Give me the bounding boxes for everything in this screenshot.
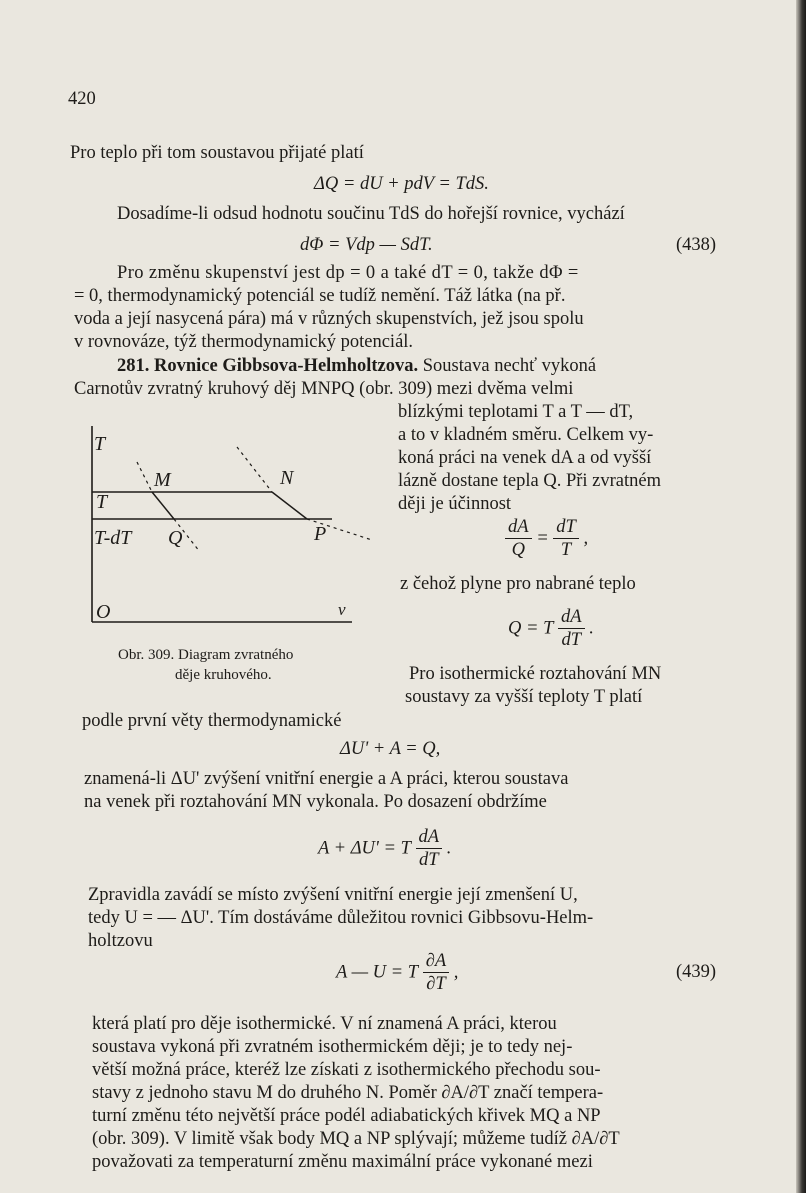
carnot-cycle-diagram [82,422,382,632]
right-column-line: koná práci na venek dA a od vyšší [398,448,652,468]
equation-number-439: (439) [676,962,717,982]
page-number: 420 [68,89,96,109]
equation-a: A + ΔU' = T $\frac{dA}{dT}$ . [318,827,452,870]
right-column-line: ději je účinnost [398,494,512,514]
section-heading-line [117,355,596,377]
paragraph-line: Carnotův zvratný kruhový děj MNPQ (obr. 309) mezi dvěma velmi [74,379,574,399]
equation-efficiency: $\frac{dA}{Q}$ = $\frac{dT}{T}$ , [505,516,588,561]
equation-dq: ΔQ = dU + pdV = TdS. [314,174,489,194]
equation-q: Q = T $\frac{dA}{dT}$ . [508,607,594,650]
equation-du: ΔU' + A = Q, [340,739,441,759]
paragraph-line: Pro isothermické roztahování MN [409,664,662,684]
paragraph-line: tedy U = — ΔU'. Tím dostáváme důležitou rovnici Gibbsovu-Helm- [88,908,594,928]
paragraph-line: v rovnováze, týž thermodynamický potenciál. [74,332,414,352]
paragraph-line: (obr. 309). V limitě však body MQ a NP splývají; můžeme tudíž ∂A/∂T [92,1129,620,1149]
equation-gibbs-helmholtz: A — U = T $\frac{\partial A}{\partial T}$ , [336,951,459,994]
adiabat-extension [137,462,152,492]
paragraph-line: Dosadíme-li odsud hodnotu součinu TdS do hořejší rovnice, vychází [117,204,625,224]
paragraph-line: Pro změnu skupenství jest dp = 0 a také dT = 0, takže dΦ = [117,263,579,283]
right-column-line: lázně dostane tepla Q. Při zvratném [398,471,662,491]
adiabat-extension [237,447,272,492]
label-p: P [314,523,327,545]
label-m: M [154,469,171,491]
paragraph-line: znamená-li ΔU' zvýšení vnitřní energie a A práci, kterou soustava [84,769,569,789]
paragraph-line: na venek při roztahování MN vykonala. Po dosazení obdržíme [84,792,547,812]
right-column-line: blízkými teplotami T a T — dT, [398,402,634,422]
right-column-line: a to v kladném směru. Celkem vy- [398,425,654,445]
label-origin: O [96,601,111,623]
right-column-line: z čehož plyne pro nabrané teplo [400,574,636,594]
label-v-axis: v [338,600,346,619]
label-t-minus-dt: T-dT [94,527,132,549]
adiabat-np [272,492,307,519]
section-lead: Soustava nechť vykoná [422,356,597,376]
paragraph-line: která platí pro děje isothermické. V ní znamená A práci, kterou [92,1014,557,1034]
adiabat-mq [152,492,174,519]
label-q: Q [168,527,183,549]
paragraph-line: soustava vykoná při zvratném isothermickém ději; je to tedy nej- [92,1037,573,1057]
paragraph-line: soustavy za vyšší teploty T platí [405,687,643,707]
paragraph-line: větší možná práce, kteréž lze získati z isothermického přechodu sou- [92,1060,601,1080]
paragraph-line: Pro teplo při tom soustavou přijaté platí [70,143,364,163]
label-t-axis: T [94,433,106,455]
figure-caption-line: Obr. 309. Diagram zvratného [118,647,294,663]
paragraph-line: voda a její nasycená pára) má v různých skupenstvích, jež jsou spolu [74,309,584,329]
paragraph-line: považovati za temperaturní změnu maximální práce vykonané mezi [92,1152,593,1172]
equation-dphi: dΦ = Vdp — SdT. [300,235,433,255]
paragraph-line: podle první věty thermodynamické [82,711,342,731]
label-n: N [280,467,294,489]
paragraph-line: turní změnu této největší práce podél adiabatických křivek MQ a NP [92,1106,601,1126]
paragraph-line: stavy z jednoho stavu M do druhého N. Poměr ∂A/∂T značí tempera- [92,1083,604,1103]
figure-caption-line: děje kruhového. [175,667,272,683]
section-title: 281. Rovnice Gibbsova-Helmholtzova. [117,356,419,376]
paragraph-line: = 0, thermodynamický potenciál se tudíž nemění. Táž látka (na př. [74,286,566,306]
paragraph-line: Zpravidla zavádí se místo zvýšení vnitřní energie její zmenšení U, [88,885,578,905]
label-t-line: T [96,491,108,513]
paragraph-line: holtzovu [88,931,153,951]
equation-number-438: (438) [676,235,717,255]
page-edge-shadow [796,0,806,1193]
